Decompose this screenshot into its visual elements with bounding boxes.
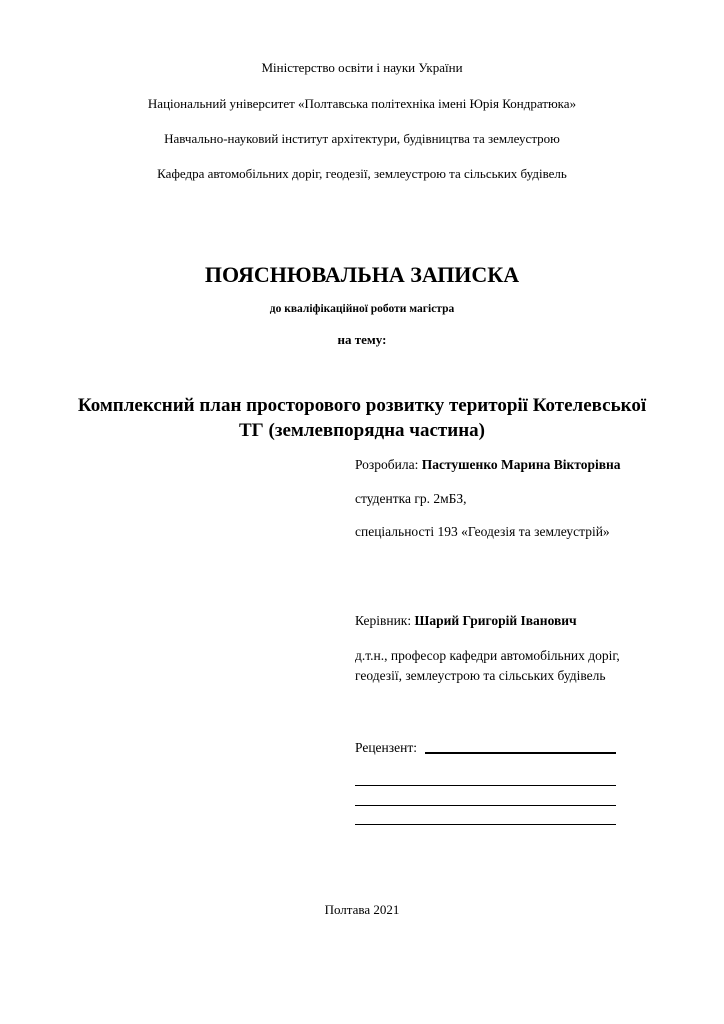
author-line (355, 457, 621, 473)
blank-line (355, 785, 616, 786)
supervisor-position-1: д.т.н., професор кафедри автомобільних доріг, (355, 648, 620, 663)
blank-line (355, 805, 616, 806)
author-label: Розробила: (355, 457, 419, 472)
topic-line-1: Комплексний план просторового розвитку території Котелевської (77, 395, 647, 416)
supervisor-position-2: геодезії, землеустрою та сільських будівель (355, 668, 606, 683)
reviewer-label: Рецензент: (355, 740, 417, 755)
topic-line-2: ТГ (землевпорядна частина) (238, 420, 485, 441)
blank-line (355, 824, 616, 825)
author-group: студентка гр. 2мБЗ, (355, 491, 467, 506)
city-year: Полтава 2021 (324, 902, 400, 917)
supervisor-label: Керівник: (355, 613, 412, 628)
ministry: Міністерство освіти і науки України (261, 60, 463, 75)
supervisor-line (355, 613, 577, 629)
topic-label: на тему: (337, 332, 387, 347)
reviewer-signature-line (425, 752, 616, 754)
author-specialty: спеціальності 193 «Геодезія та землеустрій» (355, 524, 610, 539)
document-subtitle: до кваліфікаційної роботи магістра (269, 303, 455, 315)
university: Національний університет «Полтавська політехніка імені Юрія Кондратюка» (147, 96, 577, 111)
institute: Навчально-науковий інститут архітектури, будівництва та землеустрою (164, 131, 560, 146)
supervisor-name: Шарий Григорій Іванович (414, 613, 577, 628)
department: Кафедра автомобільних доріг, геодезії, землеустрою та сільських будівель (157, 166, 567, 181)
author-name: Пастушенко Марина Вікторівна (421, 457, 621, 472)
document-title: ПОЯСНЮВАЛЬНА ЗАПИСКА (204, 262, 520, 287)
